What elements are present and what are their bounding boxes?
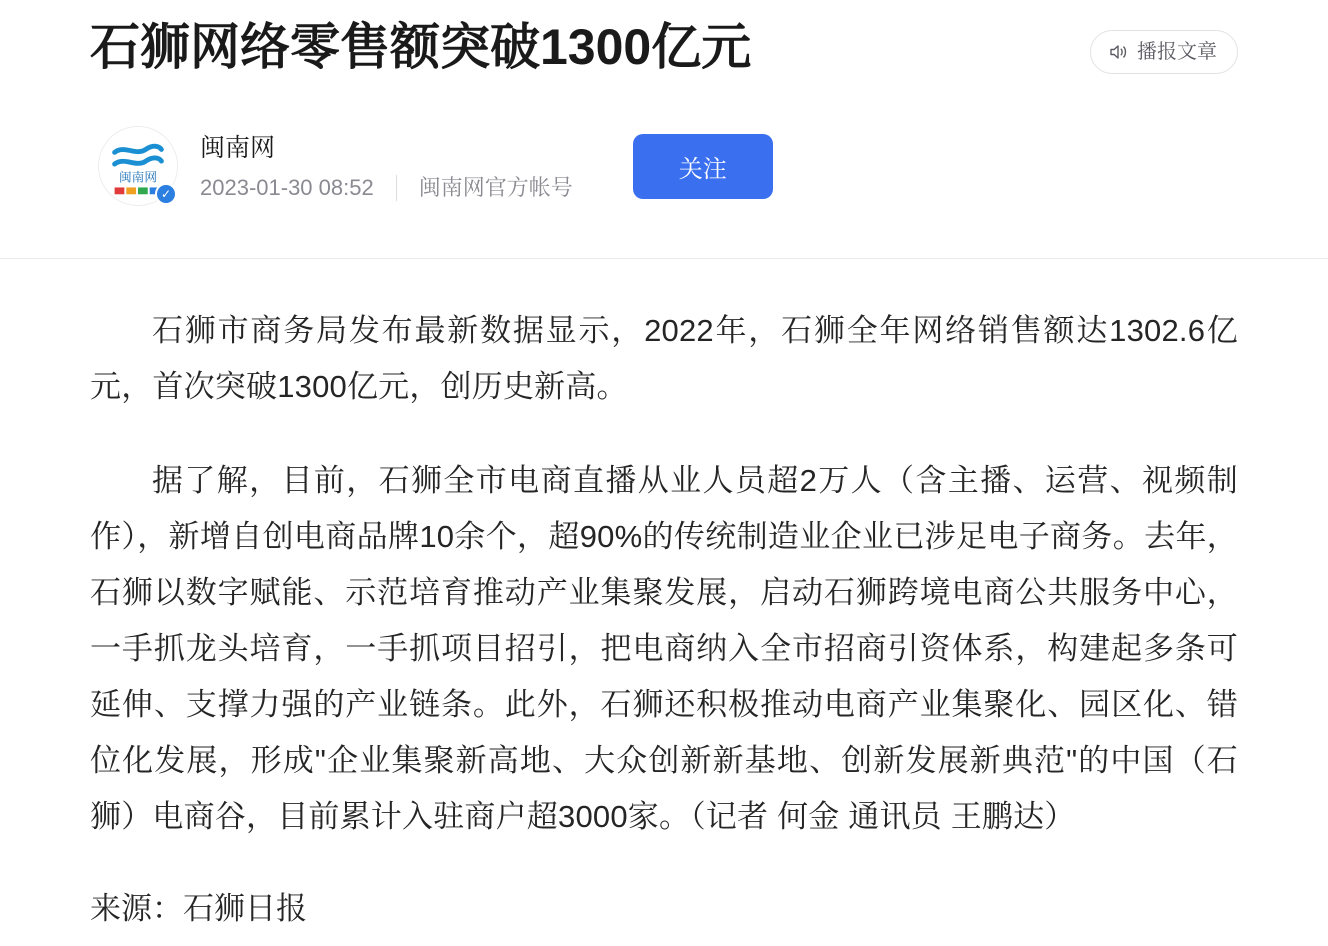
avatar[interactable] bbox=[98, 126, 178, 206]
verified-check-icon: ✓ bbox=[155, 183, 177, 205]
header-divider bbox=[0, 258, 1328, 259]
author-name[interactable]: 闽南网 bbox=[200, 133, 276, 162]
author-meta bbox=[200, 131, 573, 202]
paragraph: 石狮市商务局发布最新数据显示，2022年，石狮全年网络销售额达1302.6亿元，首次突破1300亿元，创历史新高。 bbox=[90, 313, 1238, 404]
speaker-icon bbox=[1108, 43, 1130, 61]
account-type: 闽南网官方帐号 bbox=[418, 174, 573, 200]
play-article-label: 播报文章 bbox=[1137, 41, 1217, 63]
author-row bbox=[90, 126, 1238, 206]
play-article-button[interactable] bbox=[1090, 30, 1238, 74]
follow-button[interactable]: 关注 bbox=[633, 134, 773, 199]
page-title: 石狮网络零售额突破1300亿元 bbox=[90, 19, 752, 75]
meta-divider bbox=[396, 175, 397, 201]
article-body bbox=[90, 303, 1238, 935]
title-row bbox=[90, 0, 1238, 80]
author-meta-line bbox=[200, 174, 573, 202]
publish-date: 2023-01-30 08:52 bbox=[200, 174, 374, 200]
svg-text:闽南网: 闽南网 bbox=[119, 169, 157, 185]
paragraph: 据了解，目前，石狮全市电商直播从业人员超2万人（含主播、运营、视频制作），新增自创电商品牌10余个，超90%的传统制造业企业已涉足电子商务。去年，石狮以数字赋能、示范培育推动产业集聚发展，启动石狮跨境电商公共服务中心，一手抓龙头培育，一手抓项目招引，把电商纳入全市招商引资体系，构建起多条可延伸、支撑力强的产业链条。此外，石狮还积极推动电商产业集聚化、园区化、错位化发展，形成"企业集聚新高地、大众创新新基地、创新发展新典范"的中国（石狮）电商谷，目前累计入驻商户超3000家。（记者 何金 通讯员 王鹏达） bbox=[90, 463, 1238, 834]
article-source: 来源：石狮日报 bbox=[90, 891, 307, 926]
